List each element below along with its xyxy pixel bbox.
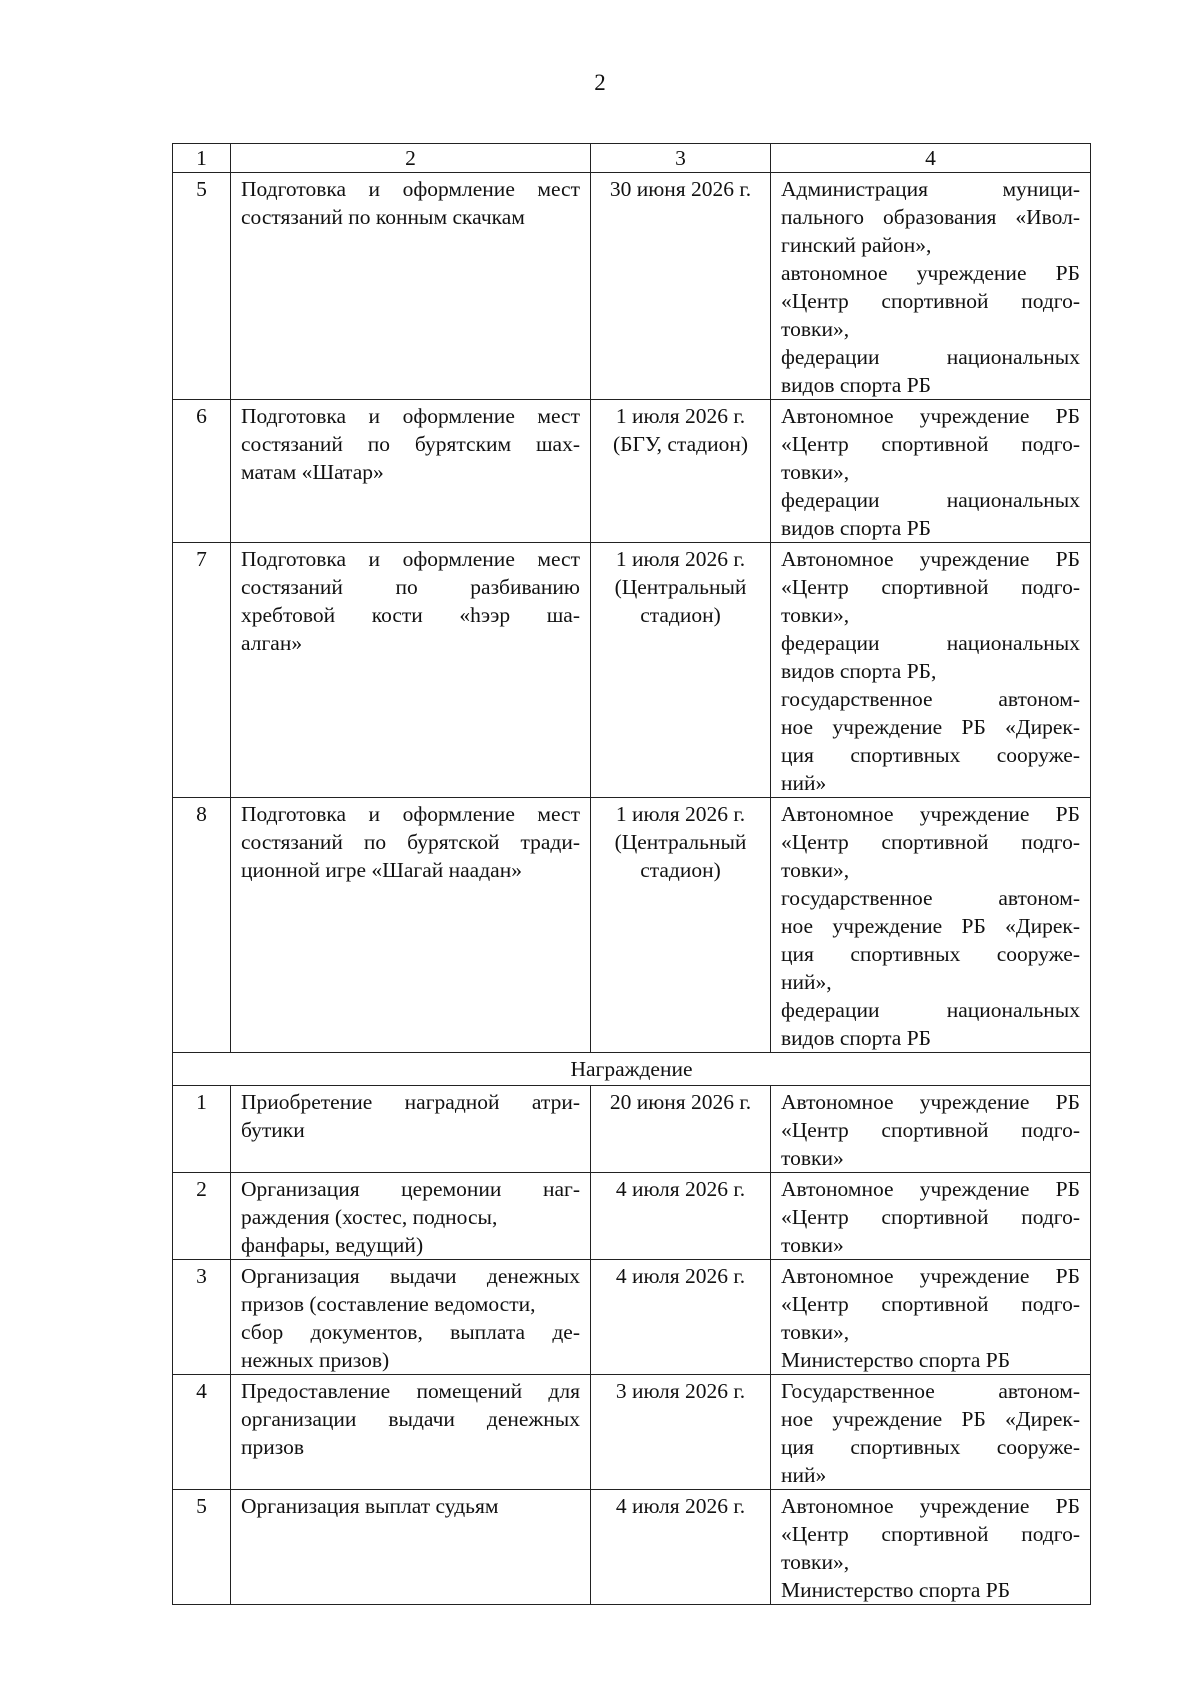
- date-line: стадион): [640, 603, 721, 627]
- task-cell: [231, 543, 591, 798]
- responsible-line: ция спортивных сооруже-: [781, 942, 1080, 966]
- date-cell: [591, 1260, 771, 1375]
- task-line: Организация выдачи денежных: [241, 1264, 580, 1288]
- task-cell: [231, 1086, 591, 1173]
- row-number: 5: [173, 1490, 231, 1605]
- responsible-cell: [771, 173, 1091, 400]
- responsible-line: «Центр спортивной подго-: [781, 830, 1080, 854]
- responsible-line: товки»,: [781, 1550, 850, 1574]
- responsible-line: товки»: [781, 1233, 844, 1257]
- date-line: 4 июля 2026 г.: [615, 1264, 746, 1288]
- responsible-line: ное учреждение РБ «Дирек-: [781, 715, 1080, 739]
- responsible-line: Министерство спорта РБ: [781, 1578, 1011, 1602]
- table-row: [173, 543, 1091, 798]
- responsible-cell: [771, 798, 1091, 1053]
- column-number-4: 4: [771, 144, 1091, 173]
- responsible-line: ное учреждение РБ «Дирек-: [781, 914, 1080, 938]
- task-line: состязаний по бурятской тради-: [241, 830, 580, 854]
- responsible-line: видов спорта РБ,: [781, 659, 937, 683]
- responsible-cell: [771, 1173, 1091, 1260]
- row-number: 8: [173, 798, 231, 1053]
- table-row: [173, 173, 1091, 400]
- responsible-line: федерации национальных: [781, 345, 1080, 369]
- responsible-cell: [771, 543, 1091, 798]
- date-line: (Центральный: [614, 830, 747, 854]
- section-row: [173, 1053, 1091, 1086]
- table-row: [173, 1260, 1091, 1375]
- table-row: [173, 1375, 1091, 1490]
- row-number: 4: [173, 1375, 231, 1490]
- responsible-line: товки»,: [781, 317, 850, 341]
- date-cell: [591, 173, 771, 400]
- responsible-line: Автономное учреждение РБ: [781, 404, 1080, 428]
- task-line: состязаний по конным скачкам: [241, 205, 525, 229]
- table-header-row: [173, 144, 1091, 173]
- awards-section: [173, 1053, 1091, 1086]
- responsible-line: товки»,: [781, 460, 850, 484]
- date-cell: [591, 1375, 771, 1490]
- responsible-line: ция спортивных сооруже-: [781, 743, 1080, 767]
- task-line: Подготовка и оформление мест: [241, 404, 580, 428]
- task-line: бутики: [241, 1118, 305, 1142]
- column-number-3: 3: [591, 144, 771, 173]
- task-line: Предоставление помещений для: [241, 1379, 580, 1403]
- responsible-line: «Центр спортивной подго-: [781, 1118, 1080, 1142]
- column-number-1: 1: [173, 144, 231, 173]
- date-line: (Центральный: [614, 575, 747, 599]
- responsible-line: товки»: [781, 1146, 844, 1170]
- table-row: [173, 1086, 1091, 1173]
- responsible-line: видов спорта РБ: [781, 1026, 932, 1050]
- task-line: Организация церемонии наг-: [241, 1177, 580, 1201]
- responsible-cell: [771, 400, 1091, 543]
- plan-table-body: [173, 144, 1091, 1053]
- task-line: призов: [241, 1435, 305, 1459]
- date-cell: [591, 543, 771, 798]
- date-line: стадион): [640, 858, 721, 882]
- awards-table-body: [173, 1086, 1091, 1605]
- date-line: 1 июля 2026 г.: [615, 547, 746, 571]
- responsible-line: «Центр спортивной подго-: [781, 289, 1080, 313]
- row-number: 1: [173, 1086, 231, 1173]
- task-line: ционной игре «Шагай наадан»: [241, 858, 522, 882]
- task-line: раждения (хостес, подносы,: [241, 1205, 498, 1229]
- responsible-line: товки»,: [781, 858, 850, 882]
- table-row: [173, 1173, 1091, 1260]
- table-row: [173, 400, 1091, 543]
- date-line: 1 июля 2026 г.: [615, 404, 746, 428]
- responsible-line: государственное автоном-: [781, 687, 1080, 711]
- responsible-line: «Центр спортивной подго-: [781, 432, 1080, 456]
- task-line: сбор документов, выплата де-: [241, 1320, 580, 1344]
- responsible-line: Министерство спорта РБ: [781, 1348, 1011, 1372]
- date-cell: [591, 1173, 771, 1260]
- date-cell: [591, 1490, 771, 1605]
- responsible-line: федерации национальных: [781, 488, 1080, 512]
- responsible-line: ний»: [781, 1463, 827, 1487]
- responsible-line: «Центр спортивной подго-: [781, 1522, 1080, 1546]
- row-number: 7: [173, 543, 231, 798]
- task-cell: [231, 798, 591, 1053]
- responsible-line: «Центр спортивной подго-: [781, 1292, 1080, 1316]
- task-line: хребтовой кости «hээр ша-: [241, 603, 580, 627]
- row-number: 6: [173, 400, 231, 543]
- task-line: Подготовка и оформление мест: [241, 802, 580, 826]
- responsible-cell: [771, 1375, 1091, 1490]
- task-line: состязаний по бурятским шах-: [241, 432, 580, 456]
- responsible-line: видов спорта РБ: [781, 516, 932, 540]
- task-line: Подготовка и оформление мест: [241, 177, 580, 201]
- section-title: Награждение: [173, 1053, 1091, 1086]
- responsible-line: Государственное автоном-: [781, 1379, 1080, 1403]
- responsible-line: видов спорта РБ: [781, 373, 932, 397]
- responsible-line: Автономное учреждение РБ: [781, 547, 1080, 571]
- responsible-cell: [771, 1086, 1091, 1173]
- date-line: (БГУ, стадион): [612, 432, 748, 456]
- task-line: организации выдачи денежных: [241, 1407, 580, 1431]
- task-line: матам «Шатар»: [241, 460, 384, 484]
- responsible-line: пального образования «Ивол-: [781, 205, 1080, 229]
- responsible-line: «Центр спортивной подго-: [781, 575, 1080, 599]
- task-cell: [231, 1260, 591, 1375]
- responsible-line: ция спортивных сооруже-: [781, 1435, 1080, 1459]
- responsible-line: ний»,: [781, 970, 832, 994]
- responsible-line: Автономное учреждение РБ: [781, 802, 1080, 826]
- row-number: 5: [173, 173, 231, 400]
- responsible-line: Автономное учреждение РБ: [781, 1264, 1080, 1288]
- date-line: 3 июля 2026 г.: [615, 1379, 746, 1403]
- date-line: 4 июля 2026 г.: [615, 1494, 746, 1518]
- date-cell: [591, 400, 771, 543]
- responsible-cell: [771, 1490, 1091, 1605]
- task-line: алган»: [241, 631, 303, 655]
- responsible-line: Администрация муници-: [781, 177, 1080, 201]
- date-line: 30 июня 2026 г.: [609, 177, 752, 201]
- plan-table: [172, 143, 1091, 1605]
- responsible-line: ное учреждение РБ «Дирек-: [781, 1407, 1080, 1431]
- task-cell: [231, 1490, 591, 1605]
- task-cell: [231, 400, 591, 543]
- task-line: состязаний по разбиванию: [241, 575, 580, 599]
- task-line: Подготовка и оформление мест: [241, 547, 580, 571]
- responsible-line: автономное учреждение РБ: [781, 261, 1080, 285]
- task-line: призов (составление ведомости,: [241, 1292, 536, 1316]
- row-number: 2: [173, 1173, 231, 1260]
- responsible-line: федерации национальных: [781, 631, 1080, 655]
- task-line: Приобретение наградной атри-: [241, 1090, 580, 1114]
- responsible-line: Автономное учреждение РБ: [781, 1177, 1080, 1201]
- responsible-line: ний»: [781, 771, 827, 795]
- task-line: фанфары, ведущий): [241, 1233, 424, 1257]
- responsible-line: гинский район»,: [781, 233, 932, 257]
- date-cell: [591, 1086, 771, 1173]
- responsible-line: Автономное учреждение РБ: [781, 1494, 1080, 1518]
- task-cell: [231, 1375, 591, 1490]
- responsible-line: Автономное учреждение РБ: [781, 1090, 1080, 1114]
- responsible-cell: [771, 1260, 1091, 1375]
- column-number-2: 2: [231, 144, 591, 173]
- task-cell: [231, 173, 591, 400]
- responsible-line: «Центр спортивной подго-: [781, 1205, 1080, 1229]
- page-number: 2: [594, 70, 606, 95]
- responsible-line: государственное автоном-: [781, 886, 1080, 910]
- row-number: 3: [173, 1260, 231, 1375]
- responsible-line: товки»,: [781, 1320, 850, 1344]
- task-line: нежных призов): [241, 1348, 390, 1372]
- responsible-line: федерации национальных: [781, 998, 1080, 1022]
- task-line: Организация выплат судьям: [241, 1494, 499, 1518]
- date-line: 20 июня 2026 г.: [609, 1090, 752, 1114]
- table-row: [173, 798, 1091, 1053]
- date-cell: [591, 798, 771, 1053]
- table-row: [173, 1490, 1091, 1605]
- task-cell: [231, 1173, 591, 1260]
- date-line: 4 июля 2026 г.: [615, 1177, 746, 1201]
- date-line: 1 июля 2026 г.: [615, 802, 746, 826]
- responsible-line: товки»,: [781, 603, 850, 627]
